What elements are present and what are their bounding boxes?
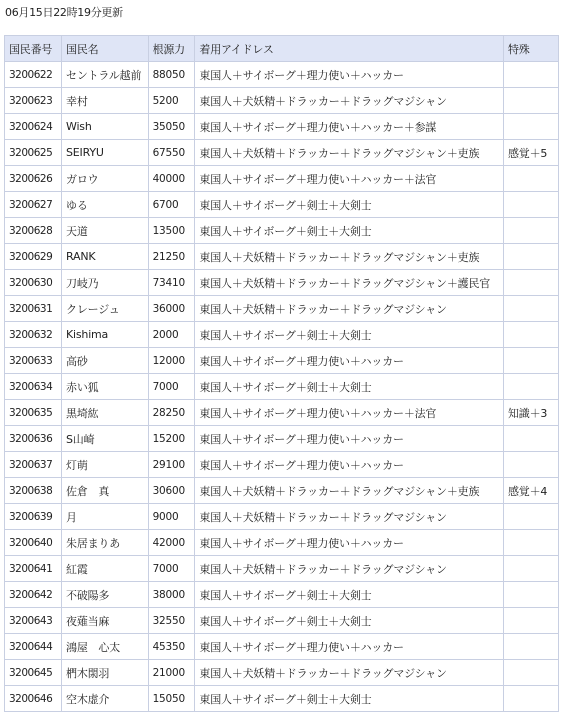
cell-citizen-name: 鴻屋 心太 [62, 634, 148, 659]
table-row [5, 478, 558, 503]
cell-citizen-id: 3200629 [5, 244, 61, 269]
cell-special [504, 582, 558, 607]
cell-root-power: 38000 [149, 582, 195, 607]
cell-citizen-name: Wish [62, 114, 148, 139]
cell-citizen-name: SEIRYU [62, 140, 148, 165]
cell-worn-idress: 東国人＋サイボーグ＋剣士＋大剣士 [195, 218, 503, 243]
cell-special [504, 452, 558, 477]
table-row [5, 166, 558, 191]
cell-root-power: 42000 [149, 530, 195, 555]
cell-special: 知識＋3 [504, 400, 558, 425]
cell-root-power: 6700 [149, 192, 195, 217]
column-header-special: 特殊 [504, 36, 558, 61]
cell-citizen-name: RANK [62, 244, 148, 269]
table-row [5, 140, 558, 165]
cell-worn-idress: 東国人＋犬妖精＋ドラッカー＋ドラッグマジシャン＋護民官 [195, 270, 503, 295]
cell-worn-idress: 東国人＋サイボーグ＋剣士＋大剣士 [195, 374, 503, 399]
table-row [5, 426, 558, 451]
cell-root-power: 88050 [149, 62, 195, 87]
cell-root-power: 5200 [149, 88, 195, 113]
cell-citizen-id: 3200633 [5, 348, 61, 373]
cell-citizen-name: 椚木閖羽 [62, 660, 148, 685]
cell-citizen-name: セントラル越前 [62, 62, 148, 87]
table-header-row [5, 36, 558, 61]
table-row [5, 634, 558, 659]
cell-root-power: 7000 [149, 374, 195, 399]
cell-citizen-id: 3200623 [5, 88, 61, 113]
cell-citizen-id: 3200626 [5, 166, 61, 191]
table-row [5, 686, 558, 711]
cell-citizen-name: 月 [62, 504, 148, 529]
cell-citizen-name: S山崎 [62, 426, 148, 451]
cell-worn-idress: 東国人＋犬妖精＋ドラッカー＋ドラッグマジシャン [195, 556, 503, 581]
cell-special [504, 348, 558, 373]
cell-root-power: 15050 [149, 686, 195, 711]
cell-worn-idress: 東国人＋犬妖精＋ドラッカー＋ドラッグマジシャン [195, 504, 503, 529]
cell-worn-idress: 東国人＋サイボーグ＋剣士＋大剣士 [195, 192, 503, 217]
cell-citizen-name: 天道 [62, 218, 148, 243]
cell-citizen-id: 3200630 [5, 270, 61, 295]
cell-citizen-id: 3200622 [5, 62, 61, 87]
cell-citizen-name: 不破陽多 [62, 582, 148, 607]
table-row [5, 192, 558, 217]
cell-citizen-name: 高砂 [62, 348, 148, 373]
cell-worn-idress: 東国人＋サイボーグ＋理力使い＋ハッカー [195, 452, 503, 477]
cell-citizen-name: ゆる [62, 192, 148, 217]
cell-special [504, 192, 558, 217]
update-timestamp: 06月15日22時19分更新 [5, 6, 123, 19]
table-row [5, 504, 558, 529]
citizen-table [4, 35, 559, 712]
cell-citizen-id: 3200639 [5, 504, 61, 529]
cell-special [504, 556, 558, 581]
cell-special [504, 504, 558, 529]
cell-worn-idress: 東国人＋犬妖精＋ドラッカー＋ドラッグマジシャン [195, 296, 503, 321]
column-header-idress: 着用アイドレス [195, 36, 503, 61]
cell-worn-idress: 東国人＋サイボーグ＋理力使い＋ハッカー＋参謀 [195, 114, 503, 139]
cell-worn-idress: 東国人＋サイボーグ＋理力使い＋ハッカー [195, 634, 503, 659]
cell-special [504, 218, 558, 243]
cell-worn-idress: 東国人＋サイボーグ＋剣士＋大剣士 [195, 582, 503, 607]
cell-special [504, 686, 558, 711]
cell-root-power: 73410 [149, 270, 195, 295]
cell-citizen-id: 3200641 [5, 556, 61, 581]
cell-worn-idress: 東国人＋サイボーグ＋理力使い＋ハッカー [195, 62, 503, 87]
cell-root-power: 13500 [149, 218, 195, 243]
cell-special: 感覚＋4 [504, 478, 558, 503]
cell-special [504, 270, 558, 295]
cell-citizen-id: 3200640 [5, 530, 61, 555]
cell-root-power: 35050 [149, 114, 195, 139]
cell-root-power: 30600 [149, 478, 195, 503]
table-row [5, 348, 558, 373]
cell-worn-idress: 東国人＋サイボーグ＋理力使い＋ハッカー＋法官 [195, 400, 503, 425]
table-row [5, 374, 558, 399]
cell-root-power: 9000 [149, 504, 195, 529]
cell-citizen-id: 3200642 [5, 582, 61, 607]
cell-citizen-id: 3200645 [5, 660, 61, 685]
table-row [5, 400, 558, 425]
cell-citizen-id: 3200628 [5, 218, 61, 243]
table-row [5, 88, 558, 113]
cell-worn-idress: 東国人＋サイボーグ＋理力使い＋ハッカー [195, 348, 503, 373]
table-row [5, 218, 558, 243]
cell-special [504, 244, 558, 269]
cell-citizen-name: 朱居まりあ [62, 530, 148, 555]
cell-special [504, 660, 558, 685]
cell-root-power: 32550 [149, 608, 195, 633]
cell-citizen-name: Kishima [62, 322, 148, 347]
cell-root-power: 12000 [149, 348, 195, 373]
table-row [5, 660, 558, 685]
cell-citizen-id: 3200624 [5, 114, 61, 139]
cell-worn-idress: 東国人＋犬妖精＋ドラッカー＋ドラッグマジシャン [195, 88, 503, 113]
cell-citizen-id: 3200646 [5, 686, 61, 711]
table-body [5, 62, 558, 711]
cell-worn-idress: 東国人＋犬妖精＋ドラッカー＋ドラッグマジシャン＋吏族 [195, 244, 503, 269]
cell-citizen-id: 3200631 [5, 296, 61, 321]
table-row [5, 582, 558, 607]
cell-citizen-name: 黒埼紘 [62, 400, 148, 425]
cell-worn-idress: 東国人＋犬妖精＋ドラッカー＋ドラッグマジシャン＋吏族 [195, 140, 503, 165]
cell-special: 感覚＋5 [504, 140, 558, 165]
cell-root-power: 29100 [149, 452, 195, 477]
cell-special [504, 166, 558, 191]
column-header-power: 根源力 [149, 36, 195, 61]
cell-special [504, 322, 558, 347]
cell-worn-idress: 東国人＋サイボーグ＋剣士＋大剣士 [195, 608, 503, 633]
cell-root-power: 40000 [149, 166, 195, 191]
table-row [5, 244, 558, 269]
cell-special [504, 608, 558, 633]
table-row [5, 452, 558, 477]
cell-citizen-name: ガロウ [62, 166, 148, 191]
cell-worn-idress: 東国人＋犬妖精＋ドラッカー＋ドラッグマジシャン＋吏族 [195, 478, 503, 503]
cell-root-power: 28250 [149, 400, 195, 425]
cell-root-power: 36000 [149, 296, 195, 321]
cell-root-power: 21250 [149, 244, 195, 269]
cell-root-power: 2000 [149, 322, 195, 347]
cell-citizen-name: 夜薙当麻 [62, 608, 148, 633]
cell-citizen-id: 3200636 [5, 426, 61, 451]
table-row [5, 296, 558, 321]
cell-citizen-name: 空木虚介 [62, 686, 148, 711]
cell-special [504, 114, 558, 139]
cell-citizen-id: 3200625 [5, 140, 61, 165]
table-row [5, 556, 558, 581]
cell-root-power: 15200 [149, 426, 195, 451]
cell-worn-idress: 東国人＋サイボーグ＋剣士＋大剣士 [195, 322, 503, 347]
cell-citizen-id: 3200643 [5, 608, 61, 633]
cell-special [504, 426, 558, 451]
cell-citizen-id: 3200644 [5, 634, 61, 659]
column-header-name: 国民名 [62, 36, 148, 61]
cell-citizen-name: 幸村 [62, 88, 148, 113]
column-header-id: 国民番号 [5, 36, 61, 61]
cell-citizen-name: クレージュ [62, 296, 148, 321]
cell-citizen-id: 3200635 [5, 400, 61, 425]
cell-special [504, 296, 558, 321]
table-row [5, 530, 558, 555]
table-row [5, 608, 558, 633]
cell-citizen-id: 3200637 [5, 452, 61, 477]
cell-citizen-name: 佐倉 真 [62, 478, 148, 503]
cell-special [504, 530, 558, 555]
cell-worn-idress: 東国人＋サイボーグ＋理力使い＋ハッカー＋法官 [195, 166, 503, 191]
cell-root-power: 21000 [149, 660, 195, 685]
cell-worn-idress: 東国人＋サイボーグ＋理力使い＋ハッカー [195, 530, 503, 555]
cell-worn-idress: 東国人＋サイボーグ＋剣士＋大剣士 [195, 686, 503, 711]
cell-citizen-name: 紅霞 [62, 556, 148, 581]
table-row [5, 62, 558, 87]
cell-worn-idress: 東国人＋犬妖精＋ドラッカー＋ドラッグマジシャン [195, 660, 503, 685]
cell-citizen-id: 3200634 [5, 374, 61, 399]
cell-citizen-name: 灯萌 [62, 452, 148, 477]
table-row [5, 270, 558, 295]
cell-citizen-id: 3200632 [5, 322, 61, 347]
table-row [5, 114, 558, 139]
cell-root-power: 7000 [149, 556, 195, 581]
cell-root-power: 45350 [149, 634, 195, 659]
cell-special [504, 634, 558, 659]
cell-worn-idress: 東国人＋サイボーグ＋理力使い＋ハッカー [195, 426, 503, 451]
cell-root-power: 67550 [149, 140, 195, 165]
cell-special [504, 374, 558, 399]
cell-citizen-id: 3200627 [5, 192, 61, 217]
cell-citizen-id: 3200638 [5, 478, 61, 503]
cell-citizen-name: 赤い狐 [62, 374, 148, 399]
cell-special [504, 88, 558, 113]
table-row [5, 322, 558, 347]
cell-citizen-name: 刀岐乃 [62, 270, 148, 295]
cell-special [504, 62, 558, 87]
